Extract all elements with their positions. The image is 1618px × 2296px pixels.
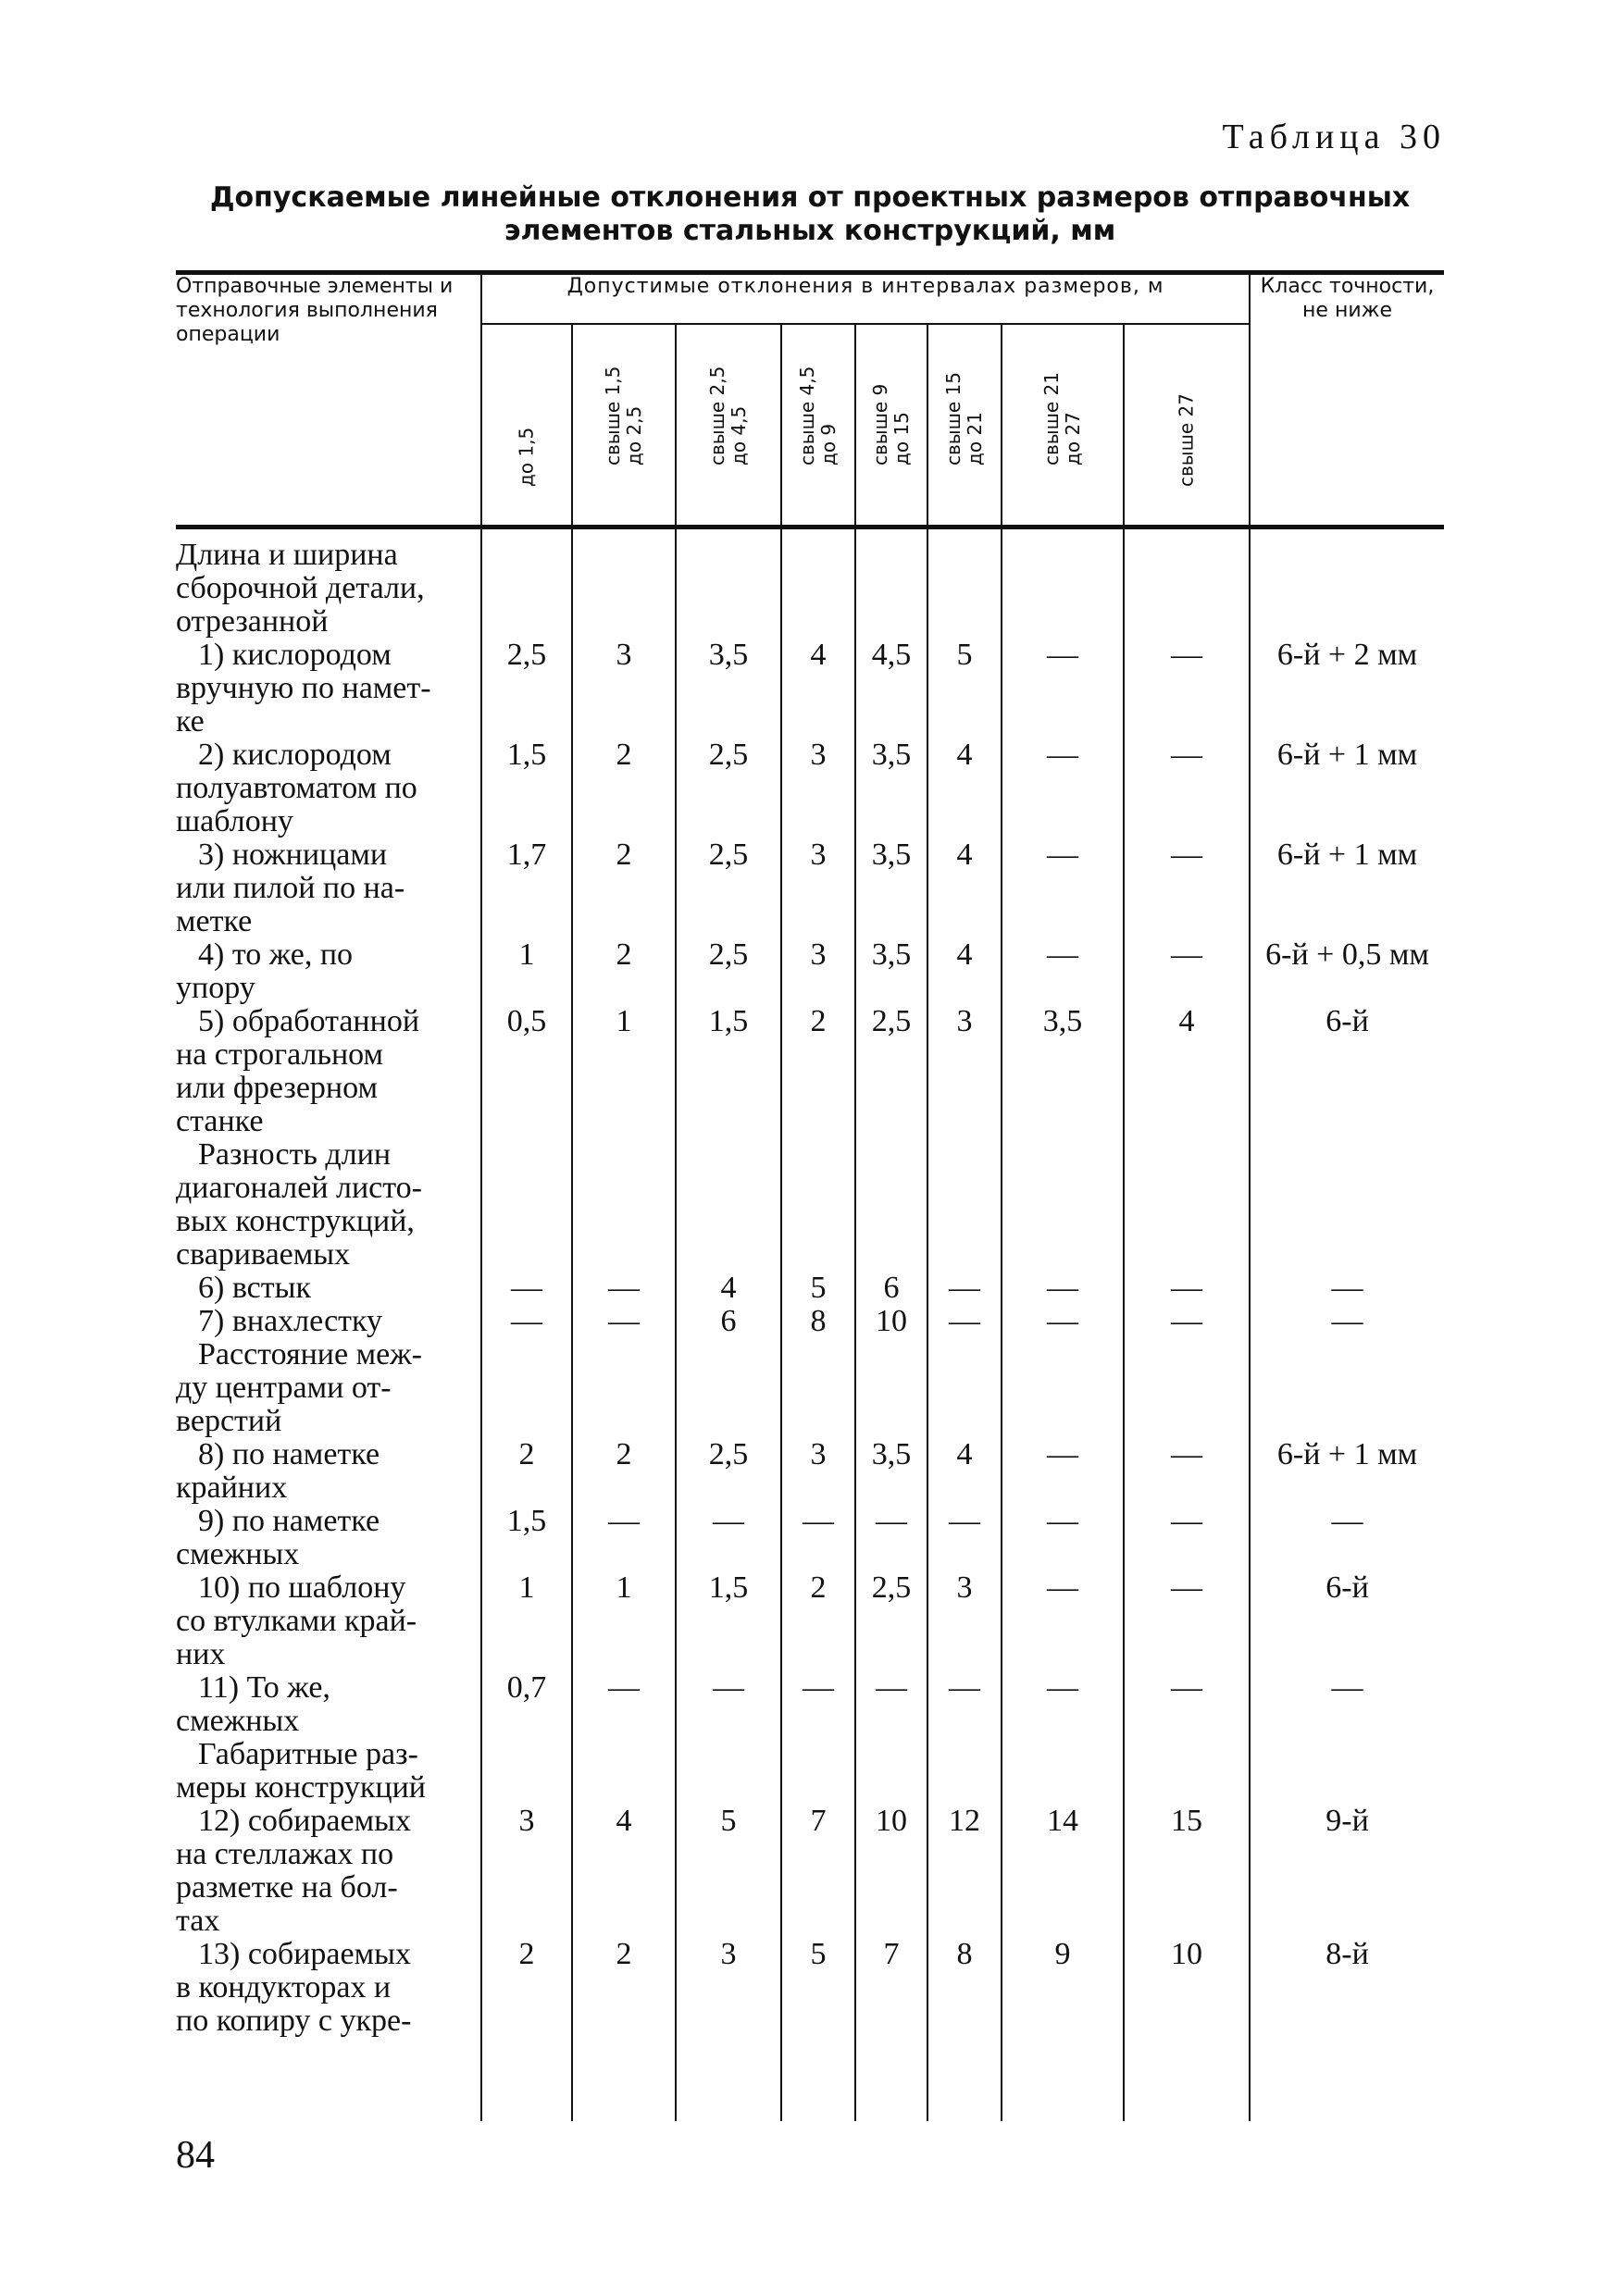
description-line: тах	[176, 1904, 220, 1938]
column-heading-text: свыше 1,5 до 2,5	[602, 366, 645, 465]
column-heading	[781, 324, 855, 527]
cell-value: 2,5	[855, 1005, 927, 1138]
cell-value: 3	[572, 639, 676, 738]
cell-value	[572, 1738, 676, 1805]
cell-value: 7	[855, 1938, 927, 2038]
cell-value: 3,5	[855, 1438, 927, 1505]
accuracy-class: —	[1250, 1671, 1444, 1738]
cell-value	[481, 1138, 572, 1272]
table-row	[176, 1305, 1444, 1338]
row-description	[176, 1438, 481, 1505]
row-description	[176, 1671, 481, 1738]
cell-value: 1,5	[481, 1505, 572, 1571]
description-line: Расстояние меж-	[198, 1337, 422, 1371]
cell-value: 2	[572, 1438, 676, 1505]
cell-value: 2	[572, 938, 676, 1005]
cell-value: —	[927, 1305, 1002, 1338]
row-description	[176, 1738, 481, 1805]
description-line: разметке на бол-	[176, 1870, 398, 1905]
description-line: 2) кислородом	[198, 738, 392, 772]
cell-value: 2	[781, 1005, 855, 1138]
cell-value: 2	[481, 1938, 572, 2038]
cell-value: —	[781, 1671, 855, 1738]
description-line: 3) ножницами	[198, 838, 388, 872]
row-description	[176, 938, 481, 1005]
cell-value: 3	[781, 838, 855, 938]
cell-value: 2,5	[676, 838, 781, 938]
cell-value: 3,5	[855, 838, 927, 938]
description-line: крайних	[176, 1471, 288, 1505]
row-description	[176, 1138, 481, 1272]
cell-value: 2	[572, 1938, 676, 2038]
cell-value: —	[572, 1272, 676, 1305]
cell-value	[855, 1738, 927, 1805]
cell-value: 10	[855, 1805, 927, 1938]
cell-value: 1,5	[676, 1005, 781, 1138]
cell-value	[1002, 1138, 1124, 1272]
row-heading: Отправочные элементы и технология выполнения операции	[176, 273, 481, 527]
cell-value	[855, 539, 927, 639]
cell-value	[1124, 539, 1250, 639]
table-row	[176, 639, 1444, 738]
cell-value: 2,5	[676, 938, 781, 1005]
accuracy-class: 6-й + 1 мм	[1250, 838, 1444, 938]
table-row	[176, 738, 1444, 838]
description-line: по копиру с укре-	[176, 2004, 412, 2038]
column-heading	[1002, 324, 1124, 527]
table-row	[176, 1671, 1444, 1738]
row-description	[176, 639, 481, 738]
description-line: смежных	[176, 1537, 300, 1571]
description-line: 6) встык	[198, 1271, 311, 1305]
cell-value: —	[676, 1671, 781, 1738]
cell-value: 3	[781, 1438, 855, 1505]
cell-value: —	[1124, 1571, 1250, 1671]
table-row	[176, 1805, 1444, 1938]
column-heading-text: свыше 4,5 до 9	[796, 366, 840, 465]
cell-value: 2,5	[676, 738, 781, 838]
cell-value: —	[1002, 1438, 1124, 1505]
cell-value: 8	[781, 1305, 855, 1338]
row-description	[176, 1938, 481, 2038]
accuracy-class: 6-й	[1250, 1571, 1444, 1671]
cell-value: —	[1002, 1505, 1124, 1571]
description-line: свариваемых	[176, 1237, 351, 1272]
table-row	[176, 1438, 1444, 1505]
row-description	[176, 1505, 481, 1571]
accuracy-class: 9-й	[1250, 1805, 1444, 1938]
description-line: на строгальном	[176, 1037, 384, 1072]
column-heading	[676, 324, 781, 527]
description-line: упору	[176, 971, 255, 1005]
tolerance-table	[176, 270, 1444, 2121]
description-line: или пилой по на-	[176, 871, 405, 905]
cell-value: —	[572, 1305, 676, 1338]
column-heading-text: свыше 27	[1175, 393, 1198, 487]
cell-value	[676, 1338, 781, 1438]
row-description	[176, 1805, 481, 1938]
description-line: отрезанной	[176, 604, 329, 639]
description-line: 13) собираемых	[198, 1937, 411, 1971]
row-description	[176, 539, 481, 639]
cell-value: —	[1124, 838, 1250, 938]
accuracy-class: —	[1250, 1305, 1444, 1338]
cell-value: 1,7	[481, 838, 572, 938]
row-description	[176, 1005, 481, 1138]
cell-value: 10	[855, 1305, 927, 1338]
description-line: метке	[176, 904, 253, 938]
cell-value	[1124, 1738, 1250, 1805]
cell-value: 3	[781, 938, 855, 1005]
cell-value: 1	[481, 938, 572, 1005]
table-row	[176, 1338, 1444, 1438]
cell-value: 2	[572, 838, 676, 938]
cell-value: 1	[572, 1571, 676, 1671]
table-row	[176, 1272, 1444, 1305]
accuracy-class	[1250, 1738, 1444, 1805]
column-heading-text: свыше 15 до 21	[942, 372, 986, 465]
cell-value	[1124, 1338, 1250, 1438]
column-heading	[927, 324, 1002, 527]
cell-value: 4	[676, 1272, 781, 1305]
description-line: 4) то же, по	[198, 937, 354, 972]
cell-value: —	[1124, 738, 1250, 838]
row-description	[176, 1571, 481, 1671]
cell-value: —	[1124, 639, 1250, 738]
cell-value: 3,5	[676, 639, 781, 738]
cell-value: 4	[572, 1805, 676, 1938]
table-row	[176, 938, 1444, 1005]
cell-value: —	[855, 1505, 927, 1571]
cell-value	[572, 1338, 676, 1438]
cell-value: —	[572, 1505, 676, 1571]
cell-value	[781, 539, 855, 639]
description-line: вручную по намет-	[176, 671, 431, 705]
cell-value	[481, 1738, 572, 1805]
cell-value: 3	[781, 738, 855, 838]
cell-value: 1,5	[676, 1571, 781, 1671]
description-line: сборочной детали,	[176, 571, 425, 605]
tail-row	[176, 2038, 1444, 2121]
cell-value: 2	[572, 738, 676, 838]
description-line: смежных	[176, 1704, 300, 1738]
cell-value: —	[1124, 1272, 1250, 1305]
cell-value	[572, 539, 676, 639]
cell-value: 6	[676, 1305, 781, 1338]
description-line: ке	[176, 704, 205, 738]
cell-value	[781, 1738, 855, 1805]
cell-value	[855, 1138, 927, 1272]
cell-value: —	[481, 1272, 572, 1305]
cell-value	[676, 539, 781, 639]
description-line: 8) по наметке	[198, 1437, 380, 1471]
description-line: полуавтоматом по	[176, 771, 417, 805]
description-line: на стеллажах по	[176, 1837, 394, 1871]
cell-value: —	[1124, 1671, 1250, 1738]
cell-value: 3,5	[855, 738, 927, 838]
accuracy-class: —	[1250, 1505, 1444, 1571]
table-row	[176, 1571, 1444, 1671]
cell-value: 4	[781, 639, 855, 738]
accuracy-class: 6-й + 2 мм	[1250, 639, 1444, 738]
description-line: 9) по наметке	[198, 1504, 380, 1538]
accuracy-class: 6-й + 0,5 мм	[1250, 938, 1444, 1005]
table-row	[176, 1938, 1444, 2038]
cell-value: —	[1002, 1272, 1124, 1305]
description-line: в кондукторах и	[176, 1970, 392, 2004]
cell-value	[927, 539, 1002, 639]
accuracy-class	[1250, 1338, 1444, 1438]
column-heading	[1124, 324, 1250, 527]
description-line: станке	[176, 1104, 264, 1138]
cell-value: 3,5	[1002, 1005, 1124, 1138]
cell-value: 5	[927, 639, 1002, 738]
description-line: со втулками край-	[176, 1604, 417, 1638]
cell-value: —	[1002, 938, 1124, 1005]
accuracy-class: 6-й + 1 мм	[1250, 738, 1444, 838]
description-line: Габаритные раз-	[198, 1737, 418, 1771]
page-number: 84	[176, 2134, 215, 2177]
cell-value	[1002, 1338, 1124, 1438]
cell-value: 4	[1124, 1005, 1250, 1138]
cell-value	[676, 1138, 781, 1272]
cell-value: 2,5	[481, 639, 572, 738]
description-line: меры конструкций	[176, 1770, 426, 1805]
cell-value: —	[927, 1671, 1002, 1738]
cell-value: 3,5	[855, 938, 927, 1005]
cell-value	[781, 1138, 855, 1272]
column-heading-text: свыше 9 до 15	[869, 383, 913, 465]
description-line: 5) обработанной	[198, 1004, 420, 1038]
cell-value: 0,7	[481, 1671, 572, 1738]
cell-value	[481, 539, 572, 639]
cell-value: —	[1002, 1671, 1124, 1738]
accuracy-class	[1250, 539, 1444, 639]
cell-value: —	[676, 1505, 781, 1571]
cell-value: —	[1002, 738, 1124, 838]
cell-value: 2	[781, 1571, 855, 1671]
column-heading	[481, 324, 572, 527]
accuracy-class: 6-й + 1 мм	[1250, 1438, 1444, 1505]
cell-value: 15	[1124, 1805, 1250, 1938]
cell-value: 3	[927, 1005, 1002, 1138]
cell-value	[1124, 1138, 1250, 1272]
description-line: 10) по шаблону	[198, 1570, 406, 1605]
cell-value: 5	[781, 1938, 855, 2038]
row-description	[176, 1338, 481, 1438]
accuracy-class: 8-й	[1250, 1938, 1444, 2038]
cell-value	[1002, 539, 1124, 639]
table-title	[176, 181, 1444, 248]
cell-value: 8	[927, 1938, 1002, 2038]
table-row	[176, 1005, 1444, 1138]
description-line: ду центрами от-	[176, 1371, 392, 1405]
cell-value: —	[1002, 838, 1124, 938]
cell-value: 4	[927, 838, 1002, 938]
accuracy-class	[1250, 1138, 1444, 1272]
table-row	[176, 1738, 1444, 1805]
cell-value: —	[1124, 1505, 1250, 1571]
table-body	[176, 527, 1444, 2122]
row-description	[176, 1305, 481, 1338]
cell-value: 4,5	[855, 639, 927, 738]
cell-value: 1	[481, 1571, 572, 1671]
column-heading	[572, 324, 676, 527]
description-line: диагоналей листо-	[176, 1171, 423, 1205]
cell-value	[781, 1338, 855, 1438]
cell-value	[927, 1338, 1002, 1438]
cell-value: 3	[481, 1805, 572, 1938]
cell-value: —	[781, 1505, 855, 1571]
cell-value: 4	[927, 938, 1002, 1005]
description-line: вых конструкций,	[176, 1204, 415, 1238]
description-line: верстий	[176, 1404, 282, 1438]
description-line: шаблону	[176, 804, 293, 838]
cell-value: 9	[1002, 1938, 1124, 2038]
accuracy-class: —	[1250, 1272, 1444, 1305]
cell-value: 12	[927, 1805, 1002, 1938]
row-description	[176, 1272, 481, 1305]
title-line-1: Допускаемые линейные отклонения от проектных размеров отправочных	[209, 181, 1411, 214]
cell-value	[572, 1138, 676, 1272]
description-line: или фрезерном	[176, 1071, 378, 1105]
cell-value	[676, 1738, 781, 1805]
cell-value	[927, 1138, 1002, 1272]
row-description	[176, 738, 481, 838]
cell-value: —	[927, 1505, 1002, 1571]
table-row	[176, 838, 1444, 938]
cell-value: 5	[676, 1805, 781, 1938]
column-heading-text: свыше 2,5 до 4,5	[706, 366, 750, 465]
cell-value: —	[1124, 938, 1250, 1005]
description-line: 1) кислородом	[198, 638, 392, 672]
cell-value: 5	[781, 1272, 855, 1305]
cell-value: 2,5	[676, 1438, 781, 1505]
cell-value	[481, 1338, 572, 1438]
cell-value: —	[1124, 1438, 1250, 1505]
table-row	[176, 1505, 1444, 1571]
column-heading-text: свыше 21 до 27	[1040, 372, 1084, 465]
cell-value: 7	[781, 1805, 855, 1938]
accuracy-class: 6-й	[1250, 1005, 1444, 1138]
cell-value: 1,5	[481, 738, 572, 838]
description-line: 7) внахлестку	[198, 1304, 383, 1338]
description-line: 11) То же,	[198, 1670, 330, 1705]
group-heading: Допустимые отклонения в интервалах размеров, м	[481, 273, 1250, 325]
cell-value: 0,5	[481, 1005, 572, 1138]
table-row	[176, 1138, 1444, 1272]
description-line: Разность длин	[198, 1137, 392, 1172]
title-line-2: элементов стальных конструкций, мм	[504, 215, 1116, 247]
table-number-label: Таблица 30	[1222, 118, 1446, 156]
column-heading-text: до 1,5	[515, 427, 538, 487]
cell-value: —	[572, 1671, 676, 1738]
cell-value: —	[1002, 1305, 1124, 1338]
class-heading: Класс точности, не ниже	[1250, 273, 1444, 527]
cell-value: 10	[1124, 1938, 1250, 2038]
cell-value: 14	[1002, 1805, 1124, 1938]
cell-value: 2	[481, 1438, 572, 1505]
description-line: них	[176, 1637, 226, 1671]
column-heading	[855, 324, 927, 527]
cell-value: 2,5	[855, 1571, 927, 1671]
row-description	[176, 838, 481, 938]
cell-value: 6	[855, 1272, 927, 1305]
cell-value: —	[481, 1305, 572, 1338]
cell-value: —	[927, 1272, 1002, 1305]
cell-value: 1	[572, 1005, 676, 1138]
cell-value: 3	[676, 1938, 781, 2038]
cell-value: —	[855, 1671, 927, 1738]
cell-value: 3	[927, 1571, 1002, 1671]
cell-value: 4	[927, 738, 1002, 838]
cell-value: 4	[927, 1438, 1002, 1505]
cell-value	[927, 1738, 1002, 1805]
cell-value: —	[1002, 639, 1124, 738]
cell-value	[1002, 1738, 1124, 1805]
cell-value: —	[1002, 1571, 1124, 1671]
description-line: Длина и ширина	[176, 538, 398, 572]
table-row	[176, 539, 1444, 639]
cell-value: —	[1124, 1305, 1250, 1338]
description-line: 12) собираемых	[198, 1804, 411, 1838]
cell-value	[855, 1338, 927, 1438]
